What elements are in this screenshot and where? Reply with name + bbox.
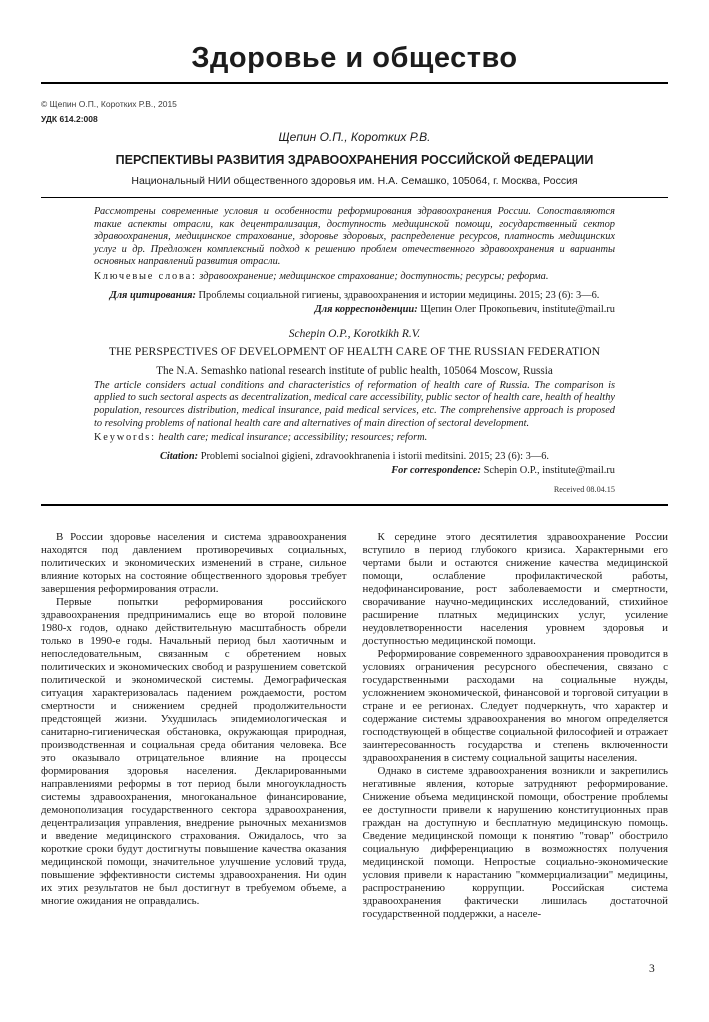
paragraph: Первые попытки реформирования российского здравоохранения предпринимались еще во второй половине 1980-х годов, однако действительную масштабность обрели только в 1990-е годы. Начальный период был хаотичным и непоследовательным, связанным с обретением новых политических и экономических свобод и разрушением советской политической и экономической системы. Демографическая ситуация характеризовалась падением рождаемости, ростом смертности и снижением средней продолжительности предстоящей жизни. Ухудшилась эпидемиологическая и санитарно-гигиеническая обстановка, окружающая природная, производственная и социальная среда обитания человека. Все это оказывало отрицательное влияние на процессы формирования здоровья населения. Декларированными направлениями реформы в тот период были многоукладность системы здравоохранения, многоканальное финансирование, демонополизация государственного сектора здравоохранения, децентрализация управления, внедрение рыночных механизмов и введение медицинского страхования. Ожидалось, что за короткие сроки будут достигнуты повышение качества оказания медицинской помощи, значительное улучшение условий труда, повышение эффективности системы здравоохранения. Ни один их этих результатов не был достигнут в требуемом объеме, а многие ожидания не оправдались. bbox=[41, 595, 347, 907]
article-meta bbox=[41, 99, 668, 124]
header-rule bbox=[41, 82, 668, 84]
keywords-label-en: Keywords: bbox=[94, 432, 156, 444]
udk-code: УДК 614.2:008 bbox=[41, 114, 98, 124]
correspondence-line-en bbox=[94, 465, 615, 478]
abstract-text-ru: Рассмотрены современные условия и особенности реформирования здравоохранения России. Сопоставляются такие аспекты отрасли, как децентрализация, доступность медицинской помощи, государственный сектор здравоохранения, медицинское страхование, здоровье здоровых, распределение ресурсов, платность медицинских услуг и др. Предложен комплексный подход к решению проблем отечественного здравоохранения и варианты основных направлений развития отрасли. bbox=[94, 206, 615, 268]
affiliation-en: The N.A. Semashko national research institute of public health, 105064 Moscow, Russia bbox=[156, 364, 553, 377]
received-date: Received 08.04.15 bbox=[553, 484, 615, 494]
paragraph: К середине этого десятилетия здравоохранение России вступило в период глубокого кризиса. Характерными его чертами были и остаются снижение качества медицинской помощи, ослабление профилактической работы, недофинансирование, рост заболеваемости и смертности, сворачивание научно-медицинских исследований, стихийное расширение платных медицинских услуг, усиление неудовлетворенности населения уровнем здоровья и доступностью медицинской помощи. bbox=[362, 530, 668, 647]
journal-page bbox=[0, 42, 709, 921]
citation-en: Problemi socialnoi gigieni, zdravookhranenia i istorii meditsini. 2015; 23 (6): 3—6. bbox=[200, 450, 550, 462]
section-title: Здоровье и общество bbox=[191, 42, 518, 74]
citation-ru: Проблемы социальной гигиены, здравоохранения и истории медицины. 2015; 23 (6): 3—6. bbox=[198, 289, 600, 301]
affiliation-ru: Национальный НИИ общественного здоровья им. Н.А. Семашко, 105064, г. Москва, Россия bbox=[131, 175, 578, 187]
abstract-ru bbox=[94, 206, 615, 317]
body-text bbox=[41, 531, 668, 921]
citation-line-en bbox=[94, 451, 615, 464]
keywords-line-ru bbox=[94, 271, 615, 284]
abstract-en bbox=[94, 380, 615, 497]
citation-label-ru: Для цитирования: bbox=[109, 289, 196, 301]
page-number: 3 bbox=[649, 963, 655, 975]
right-column bbox=[363, 531, 669, 921]
left-column bbox=[41, 531, 347, 921]
article-title-ru: ПЕРСПЕКТИВЫ РАЗВИТИЯ ЗДРАВООХРАНЕНИЯ РОССИЙСКОЙ ФЕДЕРАЦИИ bbox=[115, 153, 594, 167]
keywords-label-ru: Ключевые слова: bbox=[94, 270, 197, 282]
english-heading bbox=[41, 328, 668, 377]
paragraph: В России здоровье населения и система здравоохранения находятся под давлением противоречивых социальных, политических и экономических изменений в стране, сильное влияние которых на состояние общественного здоровья требует завершения реформирования отрасли. bbox=[41, 530, 347, 595]
keywords-en: health care; medical insurance; accessibility; resources; reform. bbox=[158, 432, 428, 444]
correspondence-label-en: For correspondence: bbox=[391, 465, 482, 477]
keywords-line-en bbox=[94, 432, 615, 445]
correspondence-line-ru bbox=[94, 304, 615, 317]
citation-line-ru bbox=[94, 290, 615, 303]
abstract-text-en: The article considers actual conditions and characteristics of reformation of health care of Russia. The comparison is applied to such sectoral aspects as decentralization, medical care accessibility, public sector of health care, health of healthy population, resources distribution, medical insurance, paid medical services, etc. The comprehensive approach is proposed to resolving problems of national health care and alternatives of main direction of sectoral development. bbox=[94, 379, 615, 429]
article-title-en: THE PERSPECTIVES OF DEVELOPMENT OF HEALTH CARE OF THE RUSSIAN FEDERATION bbox=[108, 343, 601, 358]
correspondence-en: Schepin O.P., institute@mail.ru bbox=[483, 465, 615, 477]
body-rule bbox=[41, 504, 668, 506]
authors-en: Schepin O.P., Korotkikh R.V. bbox=[288, 327, 421, 340]
paragraph: Реформирование современного здравоохранения проводится в условиях ограничения ресурсного обеспечения, связано с государственными расходами на социальные нужды, усложнением экономической, финансовой и торговой ситуации в стране и ее регионах. Следует подчеркнуть, что характер и содержание системы здравоохранения во многом определяется господствующей в обществе социальной философией и отражает заинтересованность государства и степень включенности здравоохранения в систему социальной защиты населения. bbox=[362, 647, 668, 764]
correspondence-label-ru: Для корреспонденции: bbox=[314, 304, 418, 316]
copyright-line: © Щепин О.П., Коротких Р.В., 2015 bbox=[41, 99, 177, 109]
paragraph: Однако в системе здравоохранения возникли и закрепились негативные явления, которые затрудняют реформирование. Снижение объема медицинской помощи, обострение проблемы ее доступности привели к нарушению конституционных прав граждан на доступную и бесплатную медицинскую помощь. Сведение медицинской помощи к понятию "товар" обострило социальную дифференциацию в возможностях получения медицинской помощи. Непростые социально-экономические условия привели к нарастанию "коммерциализации" медицины, распространению коррупции. Российская система здравоохранения фактически лишилась достаточной государственной поддержки, а населе- bbox=[362, 764, 668, 920]
citation-label-en: Citation: bbox=[159, 450, 199, 462]
abstract-rule bbox=[41, 197, 668, 198]
keywords-ru: здравоохранение; медицинское страхование; доступность; ресурсы; реформа. bbox=[199, 270, 549, 282]
authors-ru: Щепин О.П., Коротких Р.В. bbox=[278, 130, 431, 144]
correspondence-ru: Щепин Олег Прокопьевич, institute@mail.ru bbox=[420, 304, 615, 316]
russian-heading bbox=[41, 130, 668, 187]
